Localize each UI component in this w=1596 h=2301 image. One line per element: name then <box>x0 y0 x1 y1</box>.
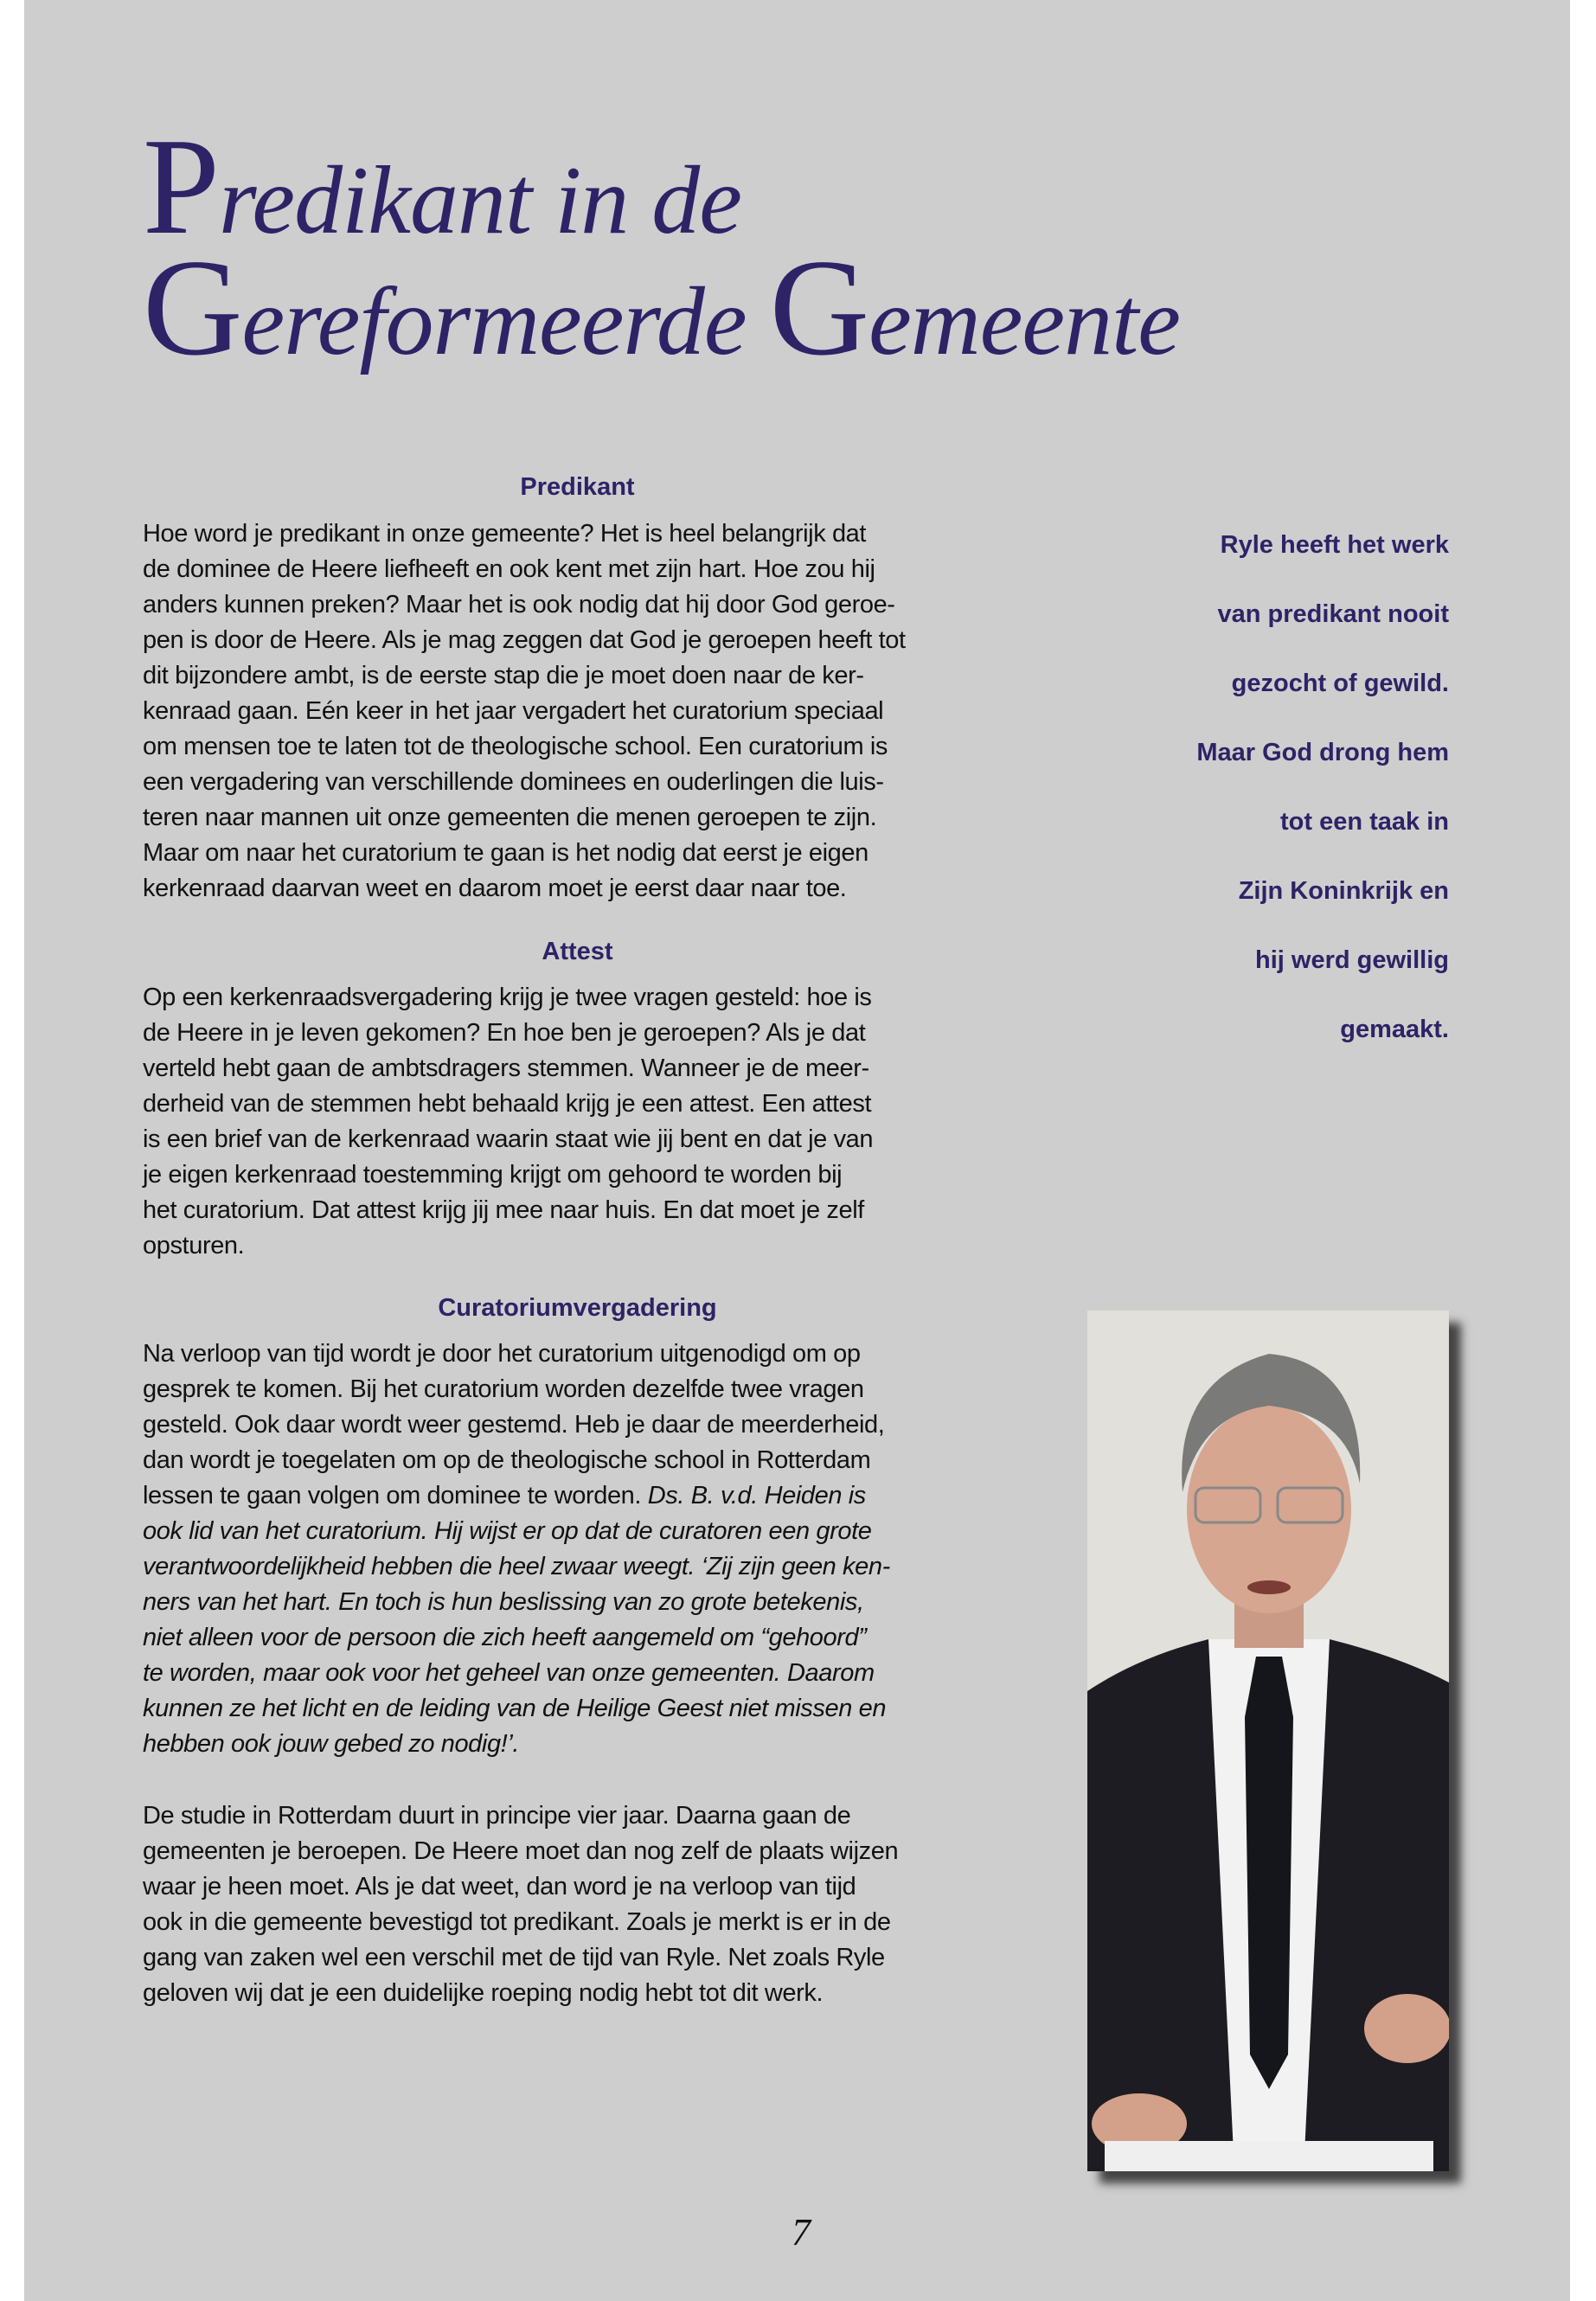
pull-quote <box>1196 528 1449 1081</box>
text-line: gemaakt. <box>1340 1016 1449 1043</box>
text-line: de Heere in je leven gekomen? En hoe ben je geroepen? Als je dat <box>143 1019 866 1047</box>
text-line: tot een taak in <box>1280 808 1449 836</box>
text-line: hij werd gewillig <box>1255 946 1449 974</box>
page-number: 7 <box>792 2211 811 2253</box>
text-line: van predikant nooit <box>1217 600 1449 628</box>
text-line: pen is door de Heere. Als je mag zeggen dat God je geroepen heeft tot <box>143 626 906 654</box>
title-initial: G <box>769 230 869 384</box>
text-line: Ryle heeft het werk <box>1220 531 1449 559</box>
title-text: emeente <box>869 268 1180 375</box>
text-line: de dominee de Heere liefheeft en ook kent met zijn hart. Hoe zou hij <box>143 555 875 583</box>
text-line: gesprek te komen. Bij het curatorium worden dezelfde twee vragen <box>143 1375 864 1403</box>
text-line: is een brief van de kerkenraad waarin staat wie jij bent en dat je van <box>143 1125 874 1153</box>
text-line: Op een kerkenraadsvergadering krijg je twee vragen gesteld: hoe is <box>143 984 872 1011</box>
text-line: ners van het hart. En toch is hun beslissing van zo grote betekenis, <box>143 1588 864 1616</box>
text-line: een vergadering van verschillende dominees en ouderlingen die luis- <box>143 768 884 796</box>
text-line: gemeenten je beroepen. De Heere moet dan nog zelf de plaats wijzen <box>143 1837 899 1865</box>
text-line: derheid van de stemmen hebt behaald krijg je een attest. Een attest <box>143 1090 872 1118</box>
portrait-illustration <box>1087 1311 1449 2171</box>
paragraph-closing <box>143 1798 1034 2011</box>
text-line: Hoe word je predikant in onze gemeente? Het is heel belangrijk dat <box>143 520 867 548</box>
text-line: te worden, maar ook voor het geheel van onze gemeenten. Daarom <box>143 1659 875 1687</box>
title-initial: P <box>143 109 219 263</box>
text-line: opsturen. <box>143 1232 245 1259</box>
title-initial: G <box>143 230 242 384</box>
text-line: ook lid van het curatorium. Hij wijst er op dat de curatoren een grote <box>143 1517 872 1545</box>
text-line: om mensen toe te laten tot de theologische school. Een curatorium is <box>143 733 888 760</box>
text-line: anders kunnen preken? Maar het is ook nodig dat hij door God geroe- <box>143 591 895 619</box>
text-line: niet alleen voor de persoon die zich heeft aangemeld om “gehoord” <box>143 1624 867 1651</box>
quote-segment: Ds. B. v.d. Heiden is <box>647 1482 866 1509</box>
text-line: Zijn Koninkrijk en <box>1238 877 1449 905</box>
paragraph-attest <box>143 980 1034 1264</box>
text-line: kunnen ze het licht en de leiding van de Heilige Geest niet missen en <box>143 1695 887 1722</box>
text-line: teren naar mannen uit onze gemeenten die menen geroepen te zijn. <box>143 804 877 831</box>
text-line: dan wordt je toegelaten om op de theologische school in Rotterdam <box>143 1446 871 1474</box>
text-line: Maar om naar het curatorium te gaan is het nodig dat eerst je eigen <box>143 839 869 867</box>
text-segment: lessen te gaan volgen om dominee te worden. <box>143 1482 648 1509</box>
text-line: De studie in Rotterdam duurt in principe vier jaar. Daarna gaan de <box>143 1802 851 1830</box>
text-line: kenraad gaan. Eén keer in het jaar vergadert het curatorium speciaal <box>143 697 884 725</box>
heading-curatorium: Curatoriumvergadering <box>438 1294 717 1322</box>
text-line: gesteld. Ook daar wordt weer gestemd. Heb je daar de meerderheid, <box>143 1411 885 1439</box>
text-line: het curatorium. Dat attest krijg jij mee naar huis. En dat moet je zelf <box>143 1196 864 1224</box>
title-text: redikant in de <box>218 147 741 254</box>
title-text: ereformeerde <box>241 268 770 375</box>
text-line: waar je heen moet. Als je dat weet, dan word je na verloop van tijd <box>143 1873 856 1900</box>
text-line: kerkenraad daarvan weet en daarom moet je eerst daar naar toe. <box>143 875 847 902</box>
text-line: ook in die gemeente bevestigd tot predikant. Zoals je merkt is er in de <box>143 1908 891 1936</box>
text-line: je eigen kerkenraad toestemming krijgt om gehoord te worden bij <box>143 1161 843 1189</box>
text-line: gang van zaken wel een verschil met de tijd van Ryle. Net zoals Ryle <box>143 1944 885 1971</box>
text-line <box>143 1478 1034 1514</box>
text-line: gezocht of gewild. <box>1231 670 1449 697</box>
text-line: verantwoordelijkheid hebben die heel zwaar weegt. ‘Zij zijn geen ken- <box>143 1553 890 1580</box>
text-line: geloven wij dat je een duidelijke roeping nodig hebt tot dit werk. <box>143 1979 824 2007</box>
text-line: dit bijzondere ambt, is de eerste stap die je moet doen naar de ker- <box>143 662 864 689</box>
heading-attest: Attest <box>542 938 613 965</box>
text-line: Maar God drong hem <box>1196 739 1449 766</box>
heading-predikant: Predikant <box>520 473 635 501</box>
text-line: verteld hebt gaan de ambtsdragers stemmen. Wanneer je de meer- <box>143 1054 869 1082</box>
paragraph-curatorium <box>143 1336 1034 1762</box>
portrait-photo <box>1087 1311 1449 2171</box>
text-line: Na verloop van tijd wordt je door het curatorium uitgenodigd om op <box>143 1340 861 1368</box>
text-line: hebben ook jouw gebed zo nodig!’. <box>143 1730 520 1758</box>
page-title-line-2 <box>143 230 1180 384</box>
paragraph-predikant <box>143 516 1034 907</box>
